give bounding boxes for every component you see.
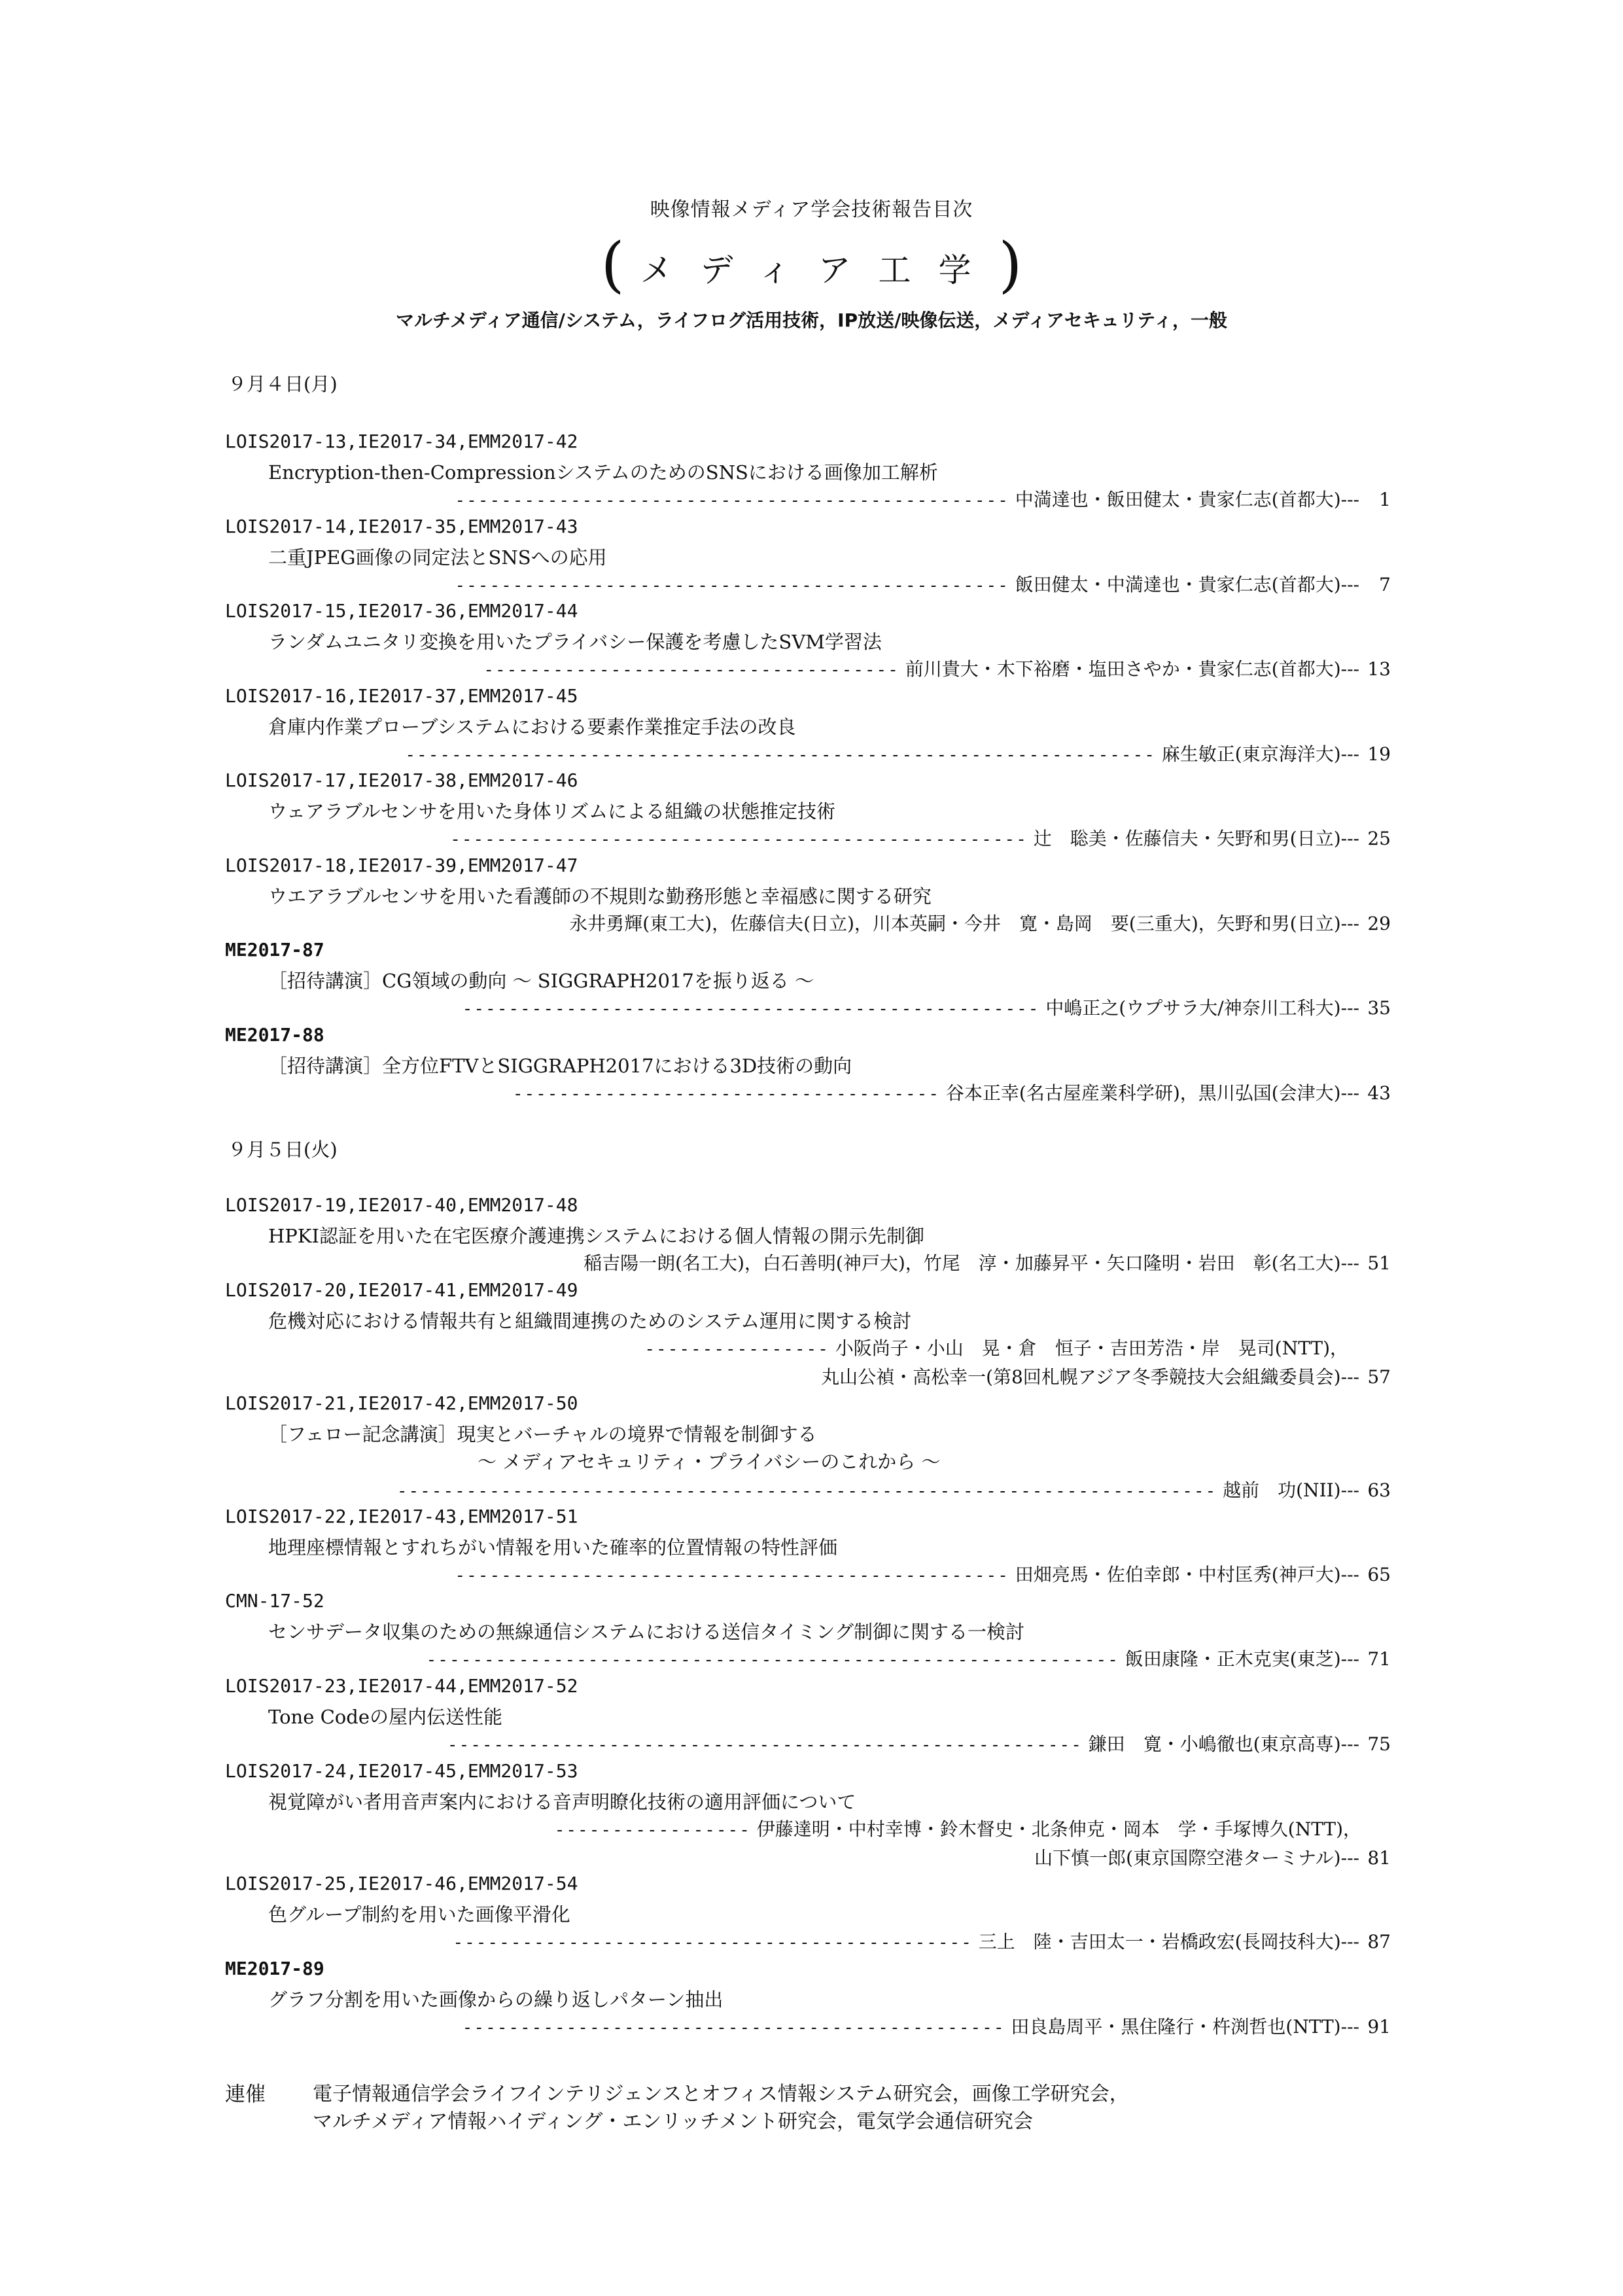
report-title — [0, 226, 1623, 300]
day-heading: ９月４日(月) — [228, 373, 338, 395]
page-number: 91 — [1367, 2016, 1391, 2038]
title-bracket-right: ) — [998, 230, 1022, 300]
page-number: 63 — [1367, 1479, 1391, 1501]
leader-dashes: ------------------------------------------------ — [455, 1566, 1009, 1585]
topics-line: マルチメディア通信/システム，ライフログ活用技術，IP放送/映像伝送，メディアセキュリティ，一般 — [395, 309, 1228, 331]
leader-dashes: ----------------------------------------------------------------------- — [396, 1481, 1217, 1501]
paper-title: Encryption-then-CompressionシステムのためのSNSにおける画像加工解析 — [268, 461, 938, 484]
page-number: 25 — [1367, 828, 1391, 849]
paper-authors: 小阪尚子・小山 晃・倉 恒子・吉田芳浩・岸 晃司(NTT)， — [835, 1337, 1348, 1359]
paper-authors-line — [455, 486, 1391, 512]
page-number: 1 — [1379, 489, 1391, 510]
paper-title: ウエアラブルセンサを用いた看護師の不規則な勤務形態と幸福感に関する研究 — [268, 885, 932, 908]
paper-authors: 飯田康隆・正木克実(東芝)--- — [1125, 1648, 1359, 1670]
paper-authors-line — [483, 655, 1391, 681]
page-number: 51 — [1367, 1252, 1391, 1274]
paper-authors: 田良島周平・黒住隆行・杵渕哲也(NTT)--- — [1011, 2016, 1359, 2038]
leader-dashes: --------------------------------------------- — [453, 1933, 973, 1952]
page-number: 35 — [1367, 997, 1391, 1019]
report-subtitle: 映像情報メディア学会技術報告目次 — [650, 198, 973, 221]
paper-title: ウェアラブルセンサを用いた身体リズムによる組織の状態推定技術 — [268, 800, 836, 822]
paper-title: 地理座標情報とすれちがい情報を用いた確率的位置情報の特性評価 — [268, 1536, 838, 1559]
paper-title: グラフ分割を用いた画像からの繰り返しパターン抽出 — [268, 1988, 724, 2011]
title-text: メディア工学 — [640, 251, 999, 289]
paper-title: ［招待講演］CG領域の動向 ～ SIGGRAPH2017を振り返る ～ — [268, 970, 814, 992]
paper-title: 危機対応における情報共有と組織間連携のためのシステム運用に関する検討 — [268, 1310, 912, 1332]
paper-authors-line — [1034, 1844, 1391, 1870]
paper-authors: 麻生敏正(東京海洋大)--- — [1161, 743, 1359, 765]
paper-title: ［招待講演］全方位FTVとSIGGRAPH2017における3D技術の動向 — [268, 1055, 852, 1077]
paper-authors: 谷本正幸(名古屋産業科学研)，黒川弘国(会津大)--- — [945, 1082, 1359, 1104]
leader-dashes: ------------------------------------------------------- — [447, 1735, 1083, 1755]
paper-authors: 三上 陸・吉田太一・岩橋政宏(長岡技科大)--- — [978, 1931, 1359, 1952]
page-number: 29 — [1367, 913, 1391, 934]
paper-title: 倉庫内作業プローブシステムにおける要素作業推定手法の改良 — [268, 716, 796, 738]
paper-authors-line — [450, 824, 1391, 851]
paper-title: ランダムユニタリ変換を用いたプライバシー保護を考慮したSVM学習法 — [268, 631, 882, 653]
paper-code: ME2017-88 — [225, 1024, 324, 1046]
leader-dashes: ----------------------------------------------------------------- — [405, 745, 1156, 765]
paper-authors: 稲吉陽一朗(名工大)，白石善明(神戸大)，竹尾 淳・加藤昇平・矢口隆明・岩田 彰(名工大)--- — [584, 1252, 1359, 1274]
title-bracket-left: ( — [601, 230, 625, 300]
paper-authors-line — [453, 1928, 1391, 1954]
leader-dashes: ---------------- — [644, 1339, 829, 1359]
paper-code: CMN-17-52 — [225, 1590, 324, 1612]
leader-dashes: -------------------------------------------------- — [450, 830, 1028, 849]
paper-authors-line — [455, 1561, 1391, 1587]
paper-code: LOIS2017-16,IE2017-37,EMM2017-45 — [225, 685, 578, 707]
paper-authors-line — [555, 1815, 1361, 1841]
paper-authors: 中満達也・飯田健太・貴家仁志(首都大)--- — [1015, 489, 1359, 510]
leader-dashes: ----------------------------------------------- — [462, 2018, 1005, 2038]
page-number: 19 — [1367, 743, 1391, 765]
paper-authors: 辻 聡美・佐藤信夫・矢野和男(日立)--- — [1033, 828, 1359, 849]
leader-dashes: -------------------------------------------------- — [462, 999, 1040, 1019]
paper-code: LOIS2017-25,IE2017-46,EMM2017-54 — [225, 1873, 578, 1894]
sponsor-line: マルチメディア情報ハイディング・エンリッチメント研究会，電気学会通信研究会 — [313, 2110, 1033, 2133]
leader-dashes: ------------------------------------------------ — [455, 491, 1009, 510]
page-number: 65 — [1367, 1564, 1391, 1585]
paper-authors: 越前 功(NII)--- — [1223, 1479, 1359, 1501]
paper-authors: 前川貴大・木下裕磨・塩田さやか・貴家仁志(首都大)--- — [905, 658, 1359, 680]
paper-authors-line — [427, 1645, 1391, 1671]
paper-authors: 伊藤達明・中村幸博・鈴木督史・北条伸克・岡本 学・手塚博久(NTT)， — [756, 1818, 1361, 1840]
paper-code: LOIS2017-17,IE2017-38,EMM2017-46 — [225, 769, 578, 791]
page-number: 71 — [1367, 1648, 1391, 1670]
leader-dashes: ------------------------------------------------ — [455, 576, 1009, 595]
page-number: 57 — [1367, 1366, 1391, 1388]
paper-authors-line — [397, 1476, 1391, 1502]
paper-code: ME2017-89 — [225, 1958, 324, 1979]
sponsor-label: 連催 — [225, 2083, 266, 2106]
paper-authors-line — [644, 1334, 1348, 1360]
paper-authors: 永井勇輝(東工大)，佐藤信夫(日立)，川本英嗣・今井 寛・島岡 要(三重大)，矢野和男(日立)--- — [569, 913, 1359, 934]
page-number: 87 — [1367, 1931, 1391, 1952]
page-number: 13 — [1367, 658, 1391, 680]
page-number: 7 — [1379, 574, 1391, 595]
paper-title: センサデータ収集のための無線通信システムにおける送信タイミング制御に関する一検討 — [268, 1621, 1024, 1643]
paper-authors-line — [405, 740, 1391, 766]
page-number: 81 — [1367, 1847, 1391, 1869]
paper-code: LOIS2017-19,IE2017-40,EMM2017-48 — [225, 1194, 578, 1216]
paper-authors-line — [821, 1363, 1391, 1389]
page-number: 75 — [1367, 1733, 1391, 1755]
paper-code: LOIS2017-13,IE2017-34,EMM2017-42 — [225, 431, 578, 452]
paper-authors: 田畑亮馬・佐伯幸郎・中村匡秀(神戸大)--- — [1015, 1564, 1359, 1585]
paper-code: LOIS2017-21,IE2017-42,EMM2017-50 — [225, 1392, 578, 1414]
paper-code: LOIS2017-24,IE2017-45,EMM2017-53 — [225, 1760, 578, 1782]
paper-authors-line — [455, 571, 1391, 597]
paper-subtitle: ～ メディアセキュリティ・プライバシーのこれから ～ — [478, 1451, 941, 1473]
paper-title: Tone Codeの屋内伝送性能 — [268, 1706, 502, 1728]
paper-title: HPKI認証を用いた在宅医療介護連携システムにおける個人情報の開示先制御 — [268, 1225, 925, 1247]
paper-authors-line — [584, 1249, 1391, 1275]
paper-title: 色グループ制約を用いた画像平滑化 — [268, 1903, 570, 1926]
leader-dashes: ------------------------------------- — [512, 1084, 940, 1104]
paper-code: LOIS2017-22,IE2017-43,EMM2017-51 — [225, 1506, 578, 1527]
sponsor-line: 電子情報通信学会ライフインテリジェンスとオフィス情報システム研究会，画像工学研究会， — [313, 2083, 1129, 2106]
paper-authors-line — [569, 910, 1391, 936]
paper-authors-line — [462, 2013, 1391, 2039]
page-number: 43 — [1367, 1082, 1391, 1104]
paper-code: LOIS2017-14,IE2017-35,EMM2017-43 — [225, 516, 578, 537]
leader-dashes: ------------------------------------ — [483, 660, 899, 680]
paper-title: 視覚障がい者用音声案内における音声明瞭化技術の適用評価について — [268, 1791, 856, 1813]
day-heading: ９月５日(火) — [228, 1139, 338, 1161]
paper-authors: 鎌田 寛・小嶋徹也(東京高専)--- — [1088, 1733, 1359, 1755]
paper-code: LOIS2017-23,IE2017-44,EMM2017-52 — [225, 1675, 578, 1697]
paper-authors: 丸山公禎・高松幸一(第8回札幌アジア冬季競技大会組織委員会)--- — [821, 1366, 1359, 1388]
paper-authors-line — [513, 1079, 1391, 1105]
leader-dashes: ------------------------------------------------------------ — [426, 1650, 1119, 1670]
paper-title: ［フェロー記念講演］現実とバーチャルの境界で情報を制御する — [268, 1423, 817, 1445]
paper-code: LOIS2017-15,IE2017-36,EMM2017-44 — [225, 600, 578, 622]
paper-authors: 中嶋正之(ウプサラ大/神奈川工科大)--- — [1045, 997, 1359, 1019]
paper-code: LOIS2017-20,IE2017-41,EMM2017-49 — [225, 1279, 578, 1301]
paper-authors-line — [462, 994, 1391, 1020]
paper-code: LOIS2017-18,IE2017-39,EMM2017-47 — [225, 855, 578, 876]
paper-authors: 山下慎一郎(東京国際空港ターミナル)--- — [1034, 1847, 1359, 1869]
leader-dashes: ----------------- — [554, 1820, 751, 1840]
paper-authors-line — [447, 1730, 1391, 1756]
paper-code: ME2017-87 — [225, 939, 324, 961]
paper-title: 二重JPEG画像の同定法とSNSへの応用 — [268, 546, 607, 569]
paper-authors: 飯田健太・中満達也・貴家仁志(首都大)--- — [1015, 574, 1359, 595]
